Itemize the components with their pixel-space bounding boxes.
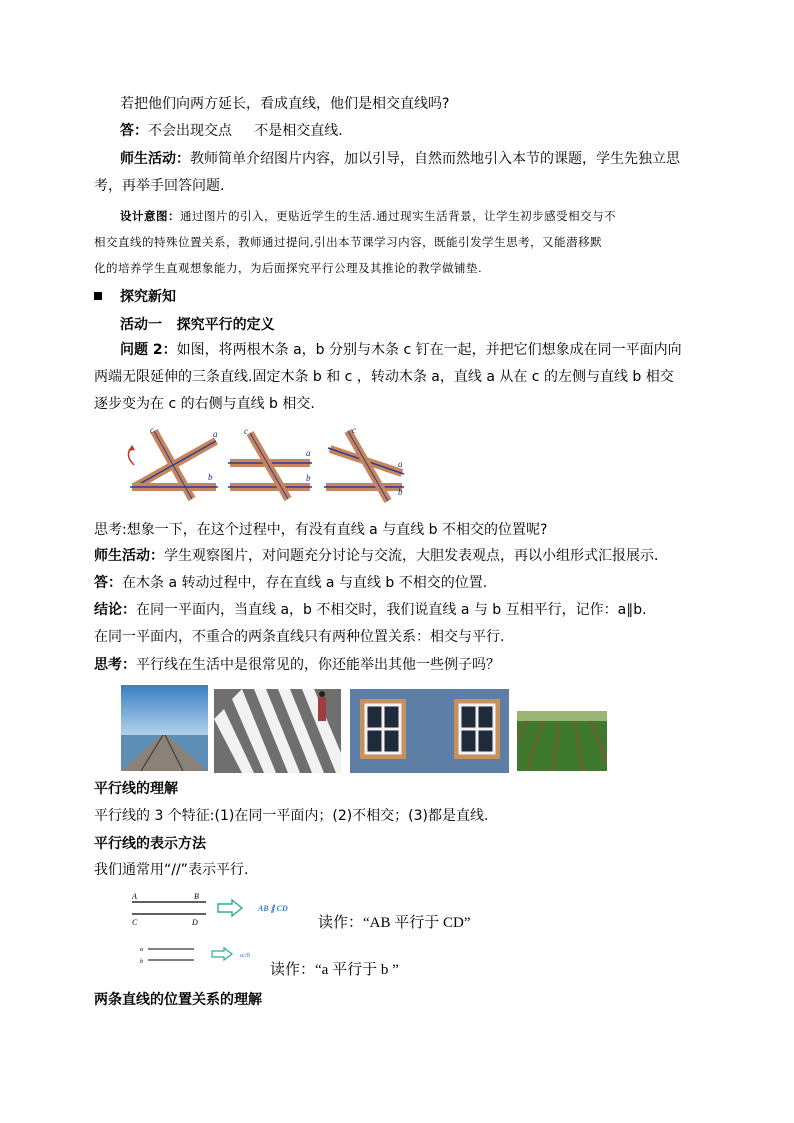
- activity-label: 师生活动：: [120, 151, 190, 167]
- text-line: 考，再举手回答问题．: [94, 178, 234, 194]
- activity-text: 学生观察图片，对问题充分讨论与交流，大胆发表观点，再以小组形式汇报展示．: [164, 548, 668, 564]
- question-text: 如图，将两根木条 a，b 分别与木条 c 钉在一起，并把它们想象成在同一平面内向: [176, 342, 682, 358]
- question-line: [120, 340, 740, 360]
- label-c: c: [244, 426, 248, 436]
- ab-cd-notation: AB ∥ CD: [258, 904, 288, 913]
- answer-text: 不会出现交点 不是相交直线.: [148, 123, 343, 139]
- text-line: 我们通常用“//”表示平行.: [94, 862, 249, 878]
- text-line: 若把他们向两方延长，看成直线，他们是相交直线吗?: [120, 96, 450, 112]
- diagram-panel-1: [128, 425, 218, 499]
- field-photo: [517, 711, 607, 771]
- question-line: 逐步变为在 c 的右侧与直线 b 相交.: [94, 396, 315, 412]
- point-c-label: C: [132, 918, 138, 927]
- section-heading: [94, 287, 714, 307]
- windows-photo: [350, 689, 509, 773]
- conclusion-text: 在同一平面内，当直线 a，b 不相交时，我们说直线 a 与 b 互相平行，记作：a∥b.: [136, 602, 647, 618]
- activity-line: [94, 546, 714, 566]
- label-a: a: [398, 459, 403, 469]
- think-line: [94, 655, 714, 675]
- text-line: 平行线的 3 个特征:(1)在同一平面内；(2)不相交；(3)都是直线.: [94, 808, 489, 824]
- answer-label: 答：: [120, 123, 148, 139]
- think-label: 思考：: [94, 657, 136, 673]
- a-parallel-b-figure: [138, 942, 268, 970]
- question-line: 两端无限延伸的三条直线.固定木条 b 和 c ，转动木条 a，直线 a 从在 c 的左侧与直线 b 相交: [94, 369, 674, 385]
- activity-label: 师生活动：: [94, 548, 164, 564]
- label-a: a: [213, 429, 218, 439]
- bullet-square-icon: [94, 292, 102, 300]
- crosswalk-photo: [214, 689, 341, 773]
- label-c: c: [352, 425, 356, 435]
- question-label: 问题 2：: [120, 342, 177, 358]
- design-intent-line: [120, 206, 740, 226]
- activity-heading: 活动一 探究平行的定义: [120, 317, 275, 333]
- point-a-label: A: [132, 892, 137, 901]
- subheading: 两条直线的位置关系的理解: [94, 992, 262, 1008]
- line-a-label: a: [140, 947, 143, 953]
- design-intent-line: 相交直线的特殊位置关系，教师通过提问,引出本节课学习内容，既能引发学生思考，又能潜移默: [94, 235, 603, 249]
- design-intent-line: 化的培养学生直观想象能力，为后面探究平行公理及其推论的教学做铺垫.: [94, 261, 483, 275]
- line-b-label: b: [140, 959, 143, 965]
- answer-label: 答：: [94, 575, 122, 591]
- label-c: c: [150, 425, 154, 435]
- label-b: b: [398, 487, 403, 497]
- activity-line: [120, 149, 740, 169]
- subheading: 平行线的理解: [94, 781, 178, 797]
- a-b-notation: a//b: [240, 952, 251, 959]
- right-arrow-icon: [212, 948, 232, 960]
- answer-text: 在木条 a 转动过程中，存在直线 a 与直线 b 不相交的位置.: [122, 575, 488, 591]
- right-arrow-icon: [218, 900, 242, 916]
- diagram-panel-2: [228, 426, 312, 499]
- reading-ab-cd: 读作：“AB 平行于 CD”: [318, 915, 471, 931]
- point-d-label: D: [192, 918, 198, 927]
- answer-line: [94, 573, 714, 593]
- activity-text: 教师简单介绍图片内容，加以引导，自然而然地引入本节的课题，学生先独立思: [190, 151, 680, 167]
- conclusion-line: [94, 600, 714, 620]
- label-b: b: [208, 472, 213, 482]
- rotating-sticks-diagram: [120, 425, 410, 503]
- think-line: 思考:想象一下，在这个过程中，有没有直线 a 与直线 b 不相交的位置呢?: [94, 522, 548, 538]
- subheading: 平行线的表示方法: [94, 836, 206, 852]
- design-intent-text: 通过图片的引入，更贴近学生的生活.通过现实生活背景，让学生初步感受相交与不: [180, 209, 617, 223]
- label-a: a: [306, 448, 311, 458]
- ab-parallel-cd-figure: [128, 890, 308, 930]
- point-b-label: B: [194, 892, 199, 901]
- reading-a-b: 读作：“a 平行于 b ”: [270, 962, 399, 978]
- answer-line: [120, 121, 740, 141]
- section-title: 探究新知: [120, 289, 176, 305]
- design-intent-label: 设计意图：: [120, 209, 180, 223]
- diagram-panel-3: [324, 425, 404, 501]
- think-text: 平行线在生活中是很常见的，你还能举出其他一些例子吗？: [136, 657, 500, 673]
- label-b: b: [306, 473, 311, 483]
- text-line: 在同一平面内，不重合的两条直线只有两种位置关系：相交与平行.: [94, 629, 505, 645]
- railway-photo: [121, 685, 208, 771]
- conclusion-label: 结论：: [94, 602, 136, 618]
